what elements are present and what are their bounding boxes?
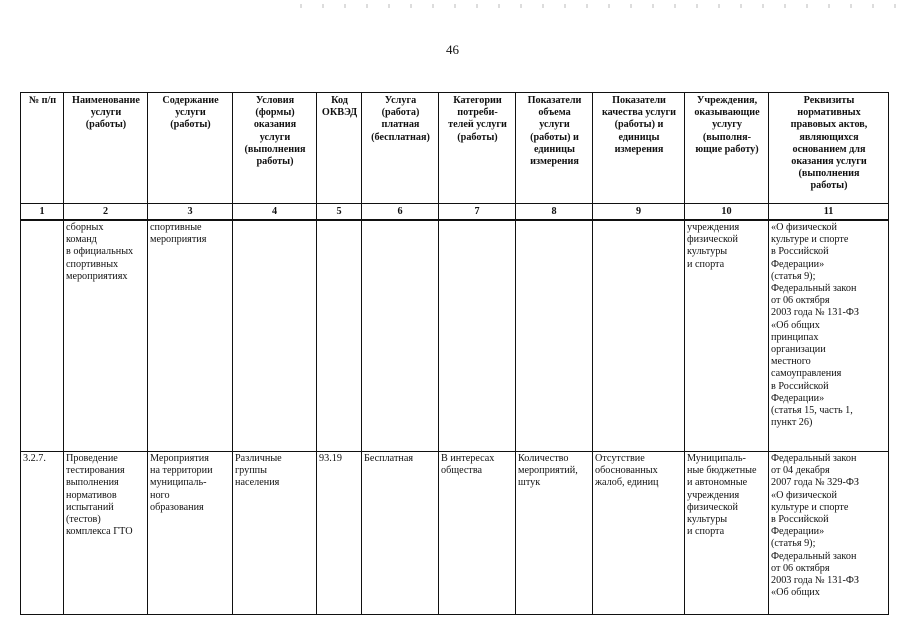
table-cell: «О физической культуре и спорте в Российской Федерации» (статья 9); Федеральный закон от 06 октября 2003 года № 131-ФЗ «Об общих принципах организации местного самоуправления в Российской Федерации» (статья 15, часть 1, пункт 26) — [769, 220, 889, 452]
services-table — [20, 92, 889, 615]
column-number: 4 — [233, 204, 317, 221]
table-cell: Федеральный закон от 04 декабря 2007 года № 329-ФЗ «О физической культуре и спорте в Российской Федерации» (статья 9); Федеральный закон от 06 октября 2003 года № 131-ФЗ «Об общих — [769, 452, 889, 615]
header-cell: Показатели объема услуги (работы) и единицы измерения — [516, 93, 593, 204]
header-cell: Услуга (работа) платная (бесплатная) — [362, 93, 439, 204]
table-cell: 93.19 — [317, 452, 362, 615]
column-number: 8 — [516, 204, 593, 221]
column-number: 9 — [593, 204, 685, 221]
header-cell: Категории потреби- телей услуги (работы) — [439, 93, 516, 204]
header-cell: № п/п — [21, 93, 64, 204]
table-cell: Бесплатная — [362, 452, 439, 615]
header-cell: Учреждения, оказывающие услугу (выполня- ющие работу) — [685, 93, 769, 204]
header-cell: Содержание услуги (работы) — [148, 93, 233, 204]
table-cell — [317, 220, 362, 452]
scan-artifact-dots — [300, 4, 900, 8]
column-number: 6 — [362, 204, 439, 221]
table-cell: Отсутствие обоснованных жалоб, единиц — [593, 452, 685, 615]
table-cell — [233, 220, 317, 452]
header-cell: Показатели качества услуги (работы) и единицы измерения — [593, 93, 685, 204]
table-row — [21, 220, 889, 452]
column-number-row — [21, 204, 889, 221]
table-cell — [21, 220, 64, 452]
header-cell: Наименование услуги (работы) — [64, 93, 148, 204]
table-row — [21, 452, 889, 615]
table-cell: Проведение тестирования выполнения нормативов испытаний (тестов) комплекса ГТО — [64, 452, 148, 615]
column-number: 2 — [64, 204, 148, 221]
header-row — [21, 93, 889, 204]
table-cell: спортивные мероприятия — [148, 220, 233, 452]
column-number: 11 — [769, 204, 889, 221]
column-number: 1 — [21, 204, 64, 221]
table-cell — [362, 220, 439, 452]
page-number: 46 — [446, 42, 459, 57]
table-cell — [439, 220, 516, 452]
table-cell — [593, 220, 685, 452]
table-cell: сборных команд в официальных спортивных мероприятиях — [64, 220, 148, 452]
table-cell: учреждения физической культуры и спорта — [685, 220, 769, 452]
table-cell: Количество мероприятий, штук — [516, 452, 593, 615]
column-number: 10 — [685, 204, 769, 221]
table-cell: В интересах общества — [439, 452, 516, 615]
header-cell: Код ОКВЭД — [317, 93, 362, 204]
table-cell: Мероприятия на территории муниципаль- ного образования — [148, 452, 233, 615]
table-cell: Различные группы населения — [233, 452, 317, 615]
table-cell: Муниципаль- ные бюджетные и автономные учреждения физической культуры и спорта — [685, 452, 769, 615]
column-number: 3 — [148, 204, 233, 221]
table-cell: 3.2.7. — [21, 452, 64, 615]
column-number: 7 — [439, 204, 516, 221]
header-cell: Реквизиты нормативных правовых актов, являющихся основанием для оказания услуги (выполнения работы) — [769, 93, 889, 204]
header-cell: Условия (формы) оказания услуги (выполнения работы) — [233, 93, 317, 204]
table-cell — [516, 220, 593, 452]
column-number: 5 — [317, 204, 362, 221]
